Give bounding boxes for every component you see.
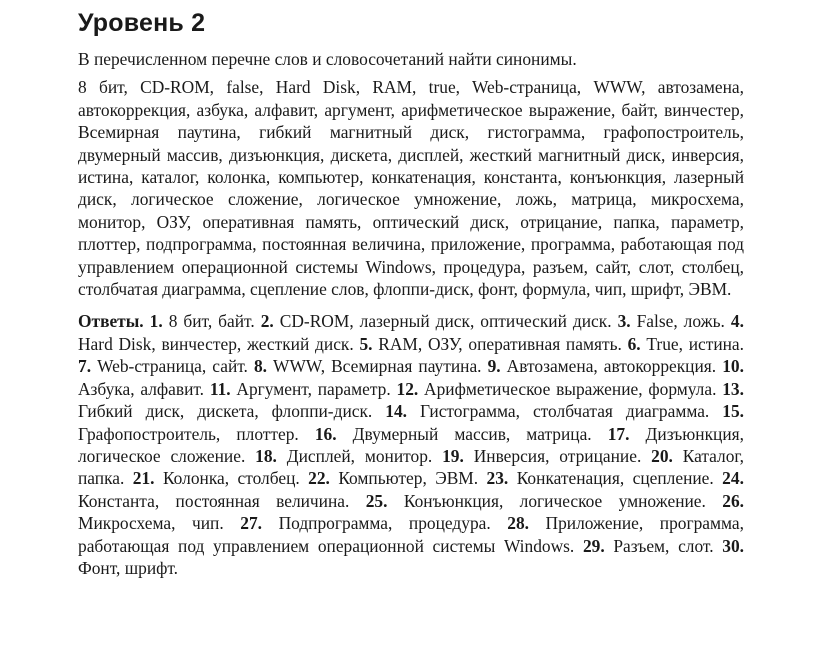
answer-number: 4. [730, 311, 744, 332]
answer-text: Колонка, столбец. [162, 468, 300, 489]
answer-number: 28. [507, 513, 529, 534]
answer-text: Приложение, программа, работающая под управлением операционной системы Windows. [78, 513, 744, 556]
answer-number: 5. [359, 333, 373, 354]
answer-number: 19. [442, 445, 464, 466]
answer-text: WWW, Всемирная паутина. [273, 356, 482, 377]
answer-text: CD-ROM, лазерный диск, оптический диск. [279, 311, 612, 332]
answer-number: 24. [722, 468, 744, 489]
answer-number: 13. [722, 378, 744, 399]
answer-number: 14. [385, 401, 408, 422]
answer-text: Двумерный массив, матрица. [352, 423, 592, 444]
task-statement: В перечисленном перечне слов и словосочетаний найти синонимы. [78, 49, 577, 69]
word-list: 8 бит, CD-ROM, false, Hard Disk, RAM, true, Web-страница, WWW, автозамена, автокоррекция, азбука, алфавит, аргумент, арифметическое выражение, байт, винчестер, Всемирная паутина, гибкий магнитный диск, гистограмма, графопостроитель, двумерный массив, дизъюнкция, дискета, дисплей, жесткий магнитный диск, инверсия, истина, каталог, колонка, компьютер, конкатенация, константа, конъюнкция, лазерный диск, логическое сложение, логическое умножение, ложь, матрица, микросхема, монитор, ОЗУ, оперативная память, оптический диск, отрицание, папка, параметр, плоттер, подпрограмма, постоянная величина, приложение, программа, работающая под управлением операционной системы Windows, процедура, разъем, сайт, слот, столбец, столбчатая диаграмма, сцепление слов, флоппи-диск, фонт, формула, чип, шрифт, ЭВМ. [78, 77, 744, 300]
answer-number: 20. [651, 445, 673, 466]
answer-text: Гибкий диск, дискета, флоппи-диск. [78, 401, 373, 422]
answer-text: Дизъюнкция, логическое сложение. [78, 423, 744, 466]
answer-number: 29. [582, 535, 605, 556]
answer-text: False, ложь. [636, 311, 725, 332]
answer-number: 16. [314, 423, 337, 444]
answer-text: Конъюнкция, логическое умножение. [403, 490, 706, 511]
answer-number: 6. [627, 333, 641, 354]
answer-number: 2. [260, 311, 274, 332]
answer-text: True, истина. [646, 333, 744, 354]
answer-text: Константа, постоянная величина. [78, 490, 350, 511]
answers-label: Ответы. [78, 311, 144, 332]
answer-text: Каталог, папка. [78, 445, 744, 489]
answer-text: RAM, ОЗУ, оперативная память. [378, 333, 622, 354]
answer-number: 3. [617, 311, 631, 332]
answer-text: Компьютер, ЭВМ. [338, 468, 479, 489]
answers-paragraph [78, 310, 744, 579]
answer-text: Hard Disk, винчестер, жесткий диск. [78, 333, 354, 354]
answer-text: Подпрограмма, процедура. [278, 513, 491, 534]
answer-number: 27. [240, 513, 263, 534]
answer-text: Автозамена, автокоррекция. [506, 356, 717, 377]
answer-text: Конкатенация, сцепление. [516, 468, 714, 489]
answer-number: 21. [132, 468, 155, 489]
answer-number: 7. [78, 356, 92, 377]
answer-number: 8. [253, 356, 267, 377]
answer-number: 25. [365, 490, 388, 511]
answer-number: 18. [255, 445, 277, 466]
answer-number: 9. [487, 356, 501, 377]
answer-text: Азбука, алфавит. [78, 378, 205, 399]
answer-number: 23. [486, 468, 509, 489]
answer-text: Гистограмма, столбчатая диаграмма. [420, 401, 710, 422]
answer-number: 15. [722, 401, 745, 422]
answer-text: Фонт, шрифт. [78, 557, 179, 578]
answer-text: Разъем, слот. [613, 535, 714, 556]
answer-text: 8 бит, байт. [168, 311, 255, 332]
answer-text: Аргумент, параметр. [236, 378, 391, 399]
answer-number: 1. [149, 311, 163, 332]
answer-text: Инверсия, отрицание. [473, 445, 642, 466]
answer-text: Арифметическое выражение, формула. [424, 378, 717, 399]
answer-number: 30. [722, 535, 744, 556]
answer-number: 10. [722, 356, 744, 377]
answer-text: Web-страница, сайт. [97, 356, 248, 377]
answer-text: Графопостроитель, плоттер. [78, 423, 299, 444]
answer-number: 26. [722, 490, 744, 511]
answer-number: 12. [396, 378, 419, 399]
answer-number: 22. [308, 468, 330, 489]
answer-text: Микросхема, чип. [78, 513, 224, 534]
answer-text: Дисплей, монитор. [286, 445, 433, 466]
answer-items [78, 311, 744, 577]
page-title: Уровень 2 [78, 9, 206, 37]
answer-number: 17. [607, 423, 630, 444]
answer-number: 11. [209, 378, 231, 399]
